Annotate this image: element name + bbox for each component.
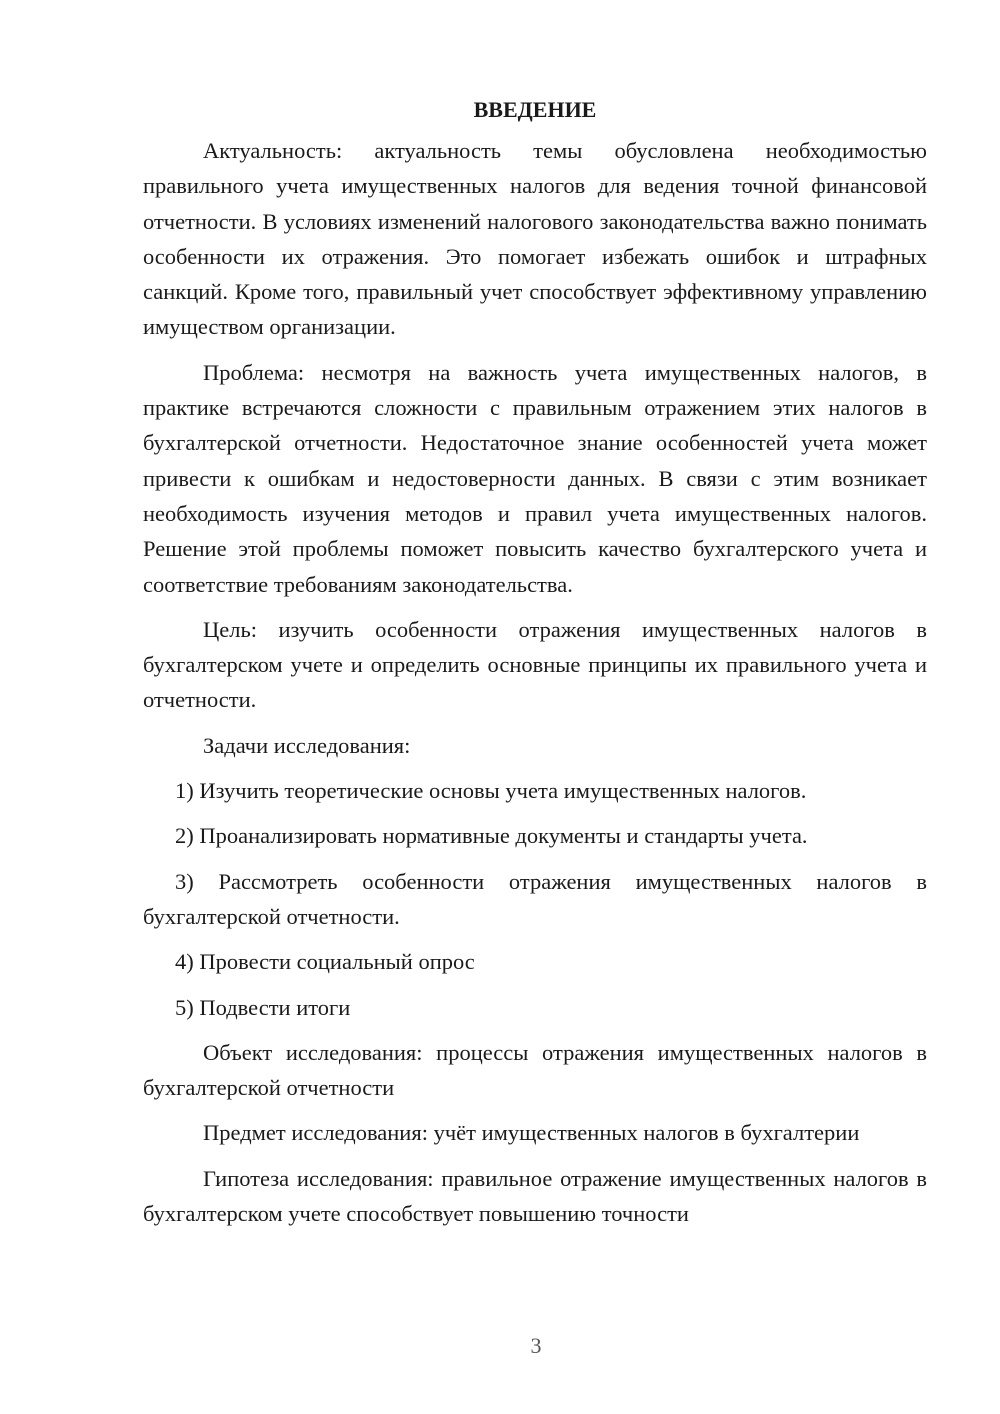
paragraph-object: Объект исследования: процессы отражения имущественных налогов в бухгалтерской отчетности [143,1039,927,1101]
paragraph-goal: Цель: изучить особенности отражения имущественных налогов в бухгалтерском учете и определить основные принципы их правильного учета и отчетности. [143,616,927,713]
task-item: 5) Подвести итоги [175,994,351,1020]
paragraph-relevance: Актуальность: актуальность темы обусловлена необходимостью правильного учета имущественных налогов для ведения точной финансовой отчетности. В условиях изменений налогового законодательства важно понимать особенности их отражения. Это помогает избежать ошибок и штрафных санкций. Кроме того, правильный учет способствует эффективному управлению имуществом организации. [143,138,927,340]
page-title: ВВЕДЕНИЕ [473,97,597,122]
document-page [143,92,927,1231]
paragraph-problem: Проблема: несмотря на важность учета имущественных налогов, в практике встречаются сложности с правильным отражением этих налогов в бухгалтерской отчетности. Недостаточное знание особенностей учета может привести к ошибкам и недостоверности данных. В связи с этим возникает необходимость изучения методов и правил учета имущественных налогов. Решение этой проблемы поможет повысить качество бухгалтерского учета и соответствие требованиям законодательства. [143,359,927,597]
page-number: 3 [530,1333,542,1358]
paragraph-subject: Предмет исследования: учёт имущественных налогов в бухгалтерии [203,1120,860,1146]
paragraph-tasks-heading: Задачи исследования: [203,732,411,758]
task-item: 3) Рассмотреть особенности отражения имущественных налогов в бухгалтерской отчетности. [143,868,927,929]
task-item: 2) Проанализировать нормативные документы и стандарты учета. [175,823,808,849]
paragraph-hypothesis: Гипотеза исследования: правильное отражение имущественных налогов в бухгалтерском учете способствует повышению точности [143,1165,927,1227]
task-item: 1) Изучить теоретические основы учета имущественных налогов. [175,778,807,804]
task-item: 4) Провести социальный опрос [175,949,475,975]
